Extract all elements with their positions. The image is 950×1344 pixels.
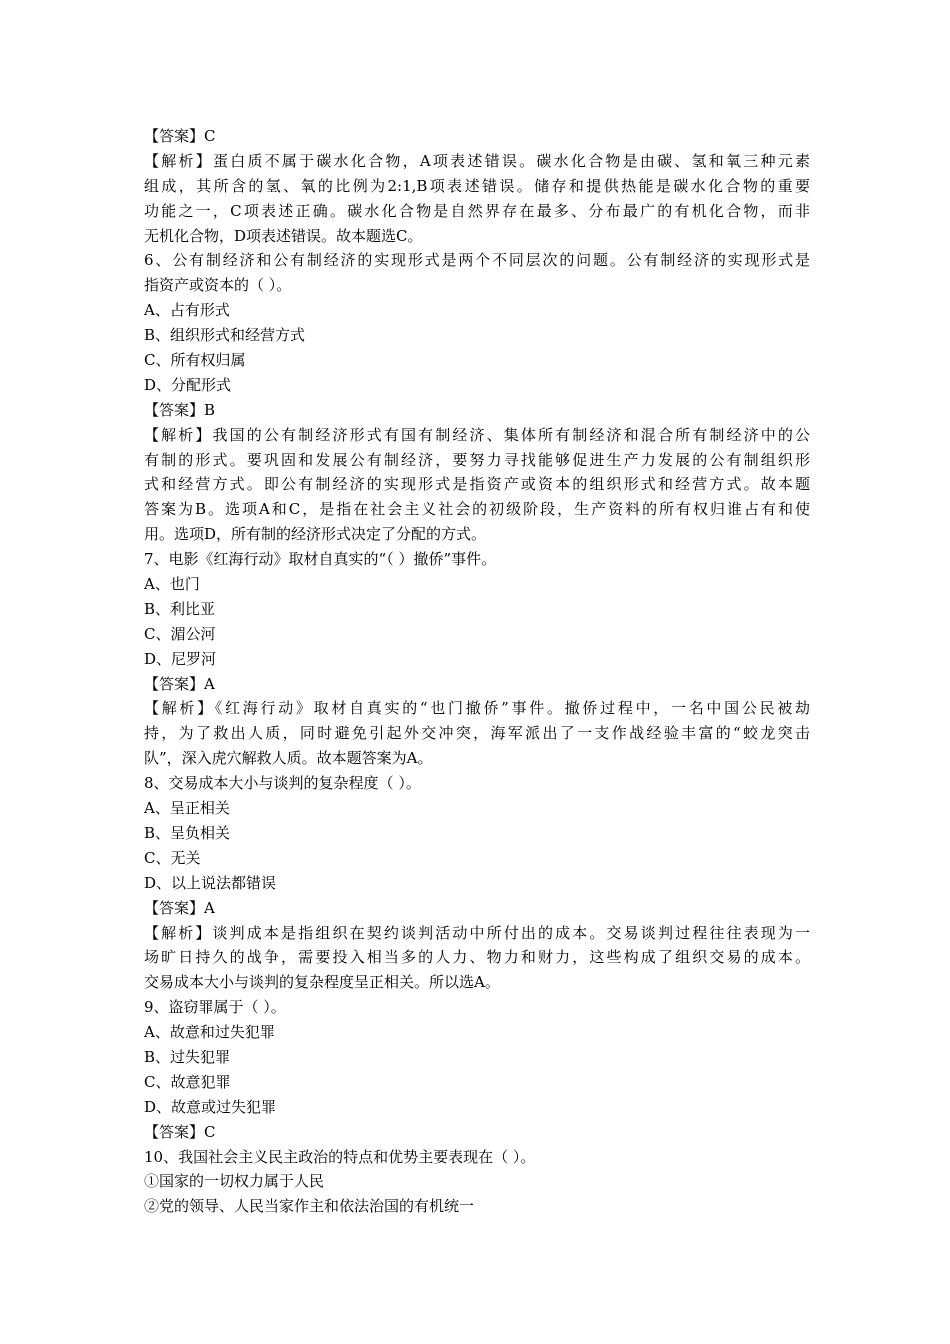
text-line: B、呈负相关: [144, 823, 231, 842]
text-line: 队”，深入虎穴解救人质。故本题答案为A。: [144, 749, 433, 768]
text-line: 用。选项D，所有制的经济形式决定了分配的方式。: [144, 525, 487, 544]
text-line: D、分配形式: [144, 375, 232, 394]
text-line: 交易成本大小与谈判的复杂程度呈正相关。所以选A。: [144, 973, 500, 992]
text-line: A、占有形式: [144, 301, 230, 320]
text-line: 【答案】A: [144, 674, 215, 693]
text-line: A、故意和过失犯罪: [144, 1023, 275, 1042]
text-line: 无机化合物，D项表述错误。故本题选C。: [144, 226, 423, 245]
text-line: B、过失犯罪: [144, 1047, 231, 1066]
document-page: [144, 124, 810, 1219]
text-line: 【答案】A: [144, 898, 215, 917]
text-line: ①国家的一切权力属于人民: [144, 1172, 325, 1191]
text-line: D、以上说法都错误: [144, 873, 277, 892]
text-line: A、也门: [144, 575, 200, 594]
text-line: 【解析】《红海行动》取材自真实的“也门撤侨”事件。撤侨过程中，一名中国公民被劫: [144, 699, 810, 718]
text-line: 7、电影《红海行动》取材自真实的“（ ）撤侨”事件。: [144, 550, 497, 569]
text-line: C、故意犯罪: [144, 1072, 231, 1091]
text-line: 【解析】我国的公有制经济形式有国有制经济、集体所有制经济和混合所有制经济中的公: [144, 425, 810, 444]
text-line: 功能之一，C项表述正确。碳水化合物是自然界存在最多、分布最广的有机化合物，而非: [144, 201, 810, 220]
text-line: 【解析】谈判成本是指组织在契约谈判活动中所付出的成本。交易谈判过程往往表现为一: [144, 923, 810, 942]
text-line: D、尼罗河: [144, 649, 217, 668]
text-line: 场旷日持久的战争，需要投入相当多的人力、物力和财力，这些构成了组织交易的成本。: [144, 948, 810, 967]
text-line: C、所有权归属: [144, 351, 246, 370]
text-line: A、呈正相关: [144, 799, 230, 818]
text-line: 组成，其所含的氢、氧的比例为2:1,B项表述错误。储存和提供热能是碳水化合物的重要: [144, 176, 810, 195]
text-line: 10、我国社会主义民主政治的特点和优势主要表现在（ ）。: [144, 1147, 536, 1166]
text-line: 8、交易成本大小与谈判的复杂程度（ ）。: [144, 774, 421, 793]
text-line: C、无关: [144, 848, 201, 867]
text-line: D、故意或过失犯罪: [144, 1097, 277, 1116]
text-line: 9、盗窃罪属于（ ）。: [144, 998, 286, 1017]
text-line: C、湄公河: [144, 624, 216, 643]
text-line: 答案为B。选项A和C，是指在社会主义社会的初级阶段，生产资料的所有权归谁占有和使: [144, 500, 810, 519]
text-line: 指资产或资本的（ ）。: [144, 276, 292, 295]
text-line: ②党的领导、人民当家作主和依法治国的有机统一: [144, 1197, 475, 1216]
text-line: 式和经营方式。即公有制经济的实现形式是指资产或资本的组织形式和经营方式。故本题: [144, 475, 810, 494]
text-line: 【答案】C: [144, 127, 216, 145]
text-line: 【答案】B: [144, 400, 216, 419]
text-line: 有制的形式。要巩固和发展公有制经济，要努力寻找能够促进生产力发展的公有制组织形: [144, 450, 810, 469]
text-line: 持，为了救出人质，同时避免引起外交冲突，海军派出了一支作战经验丰富的“蛟龙突击: [144, 724, 810, 743]
text-line: B、组织形式和经营方式: [144, 326, 306, 345]
text-line: 6、公有制经济和公有制经济的实现形式是两个不同层次的问题。公有制经济的实现形式是: [144, 251, 810, 270]
text-line: 【答案】C: [144, 1122, 216, 1141]
text-line: B、利比亚: [144, 599, 216, 618]
text-line: 【解析】蛋白质不属于碳水化合物，A项表述错误。碳水化合物是由碳、氢和氧三种元素: [144, 151, 810, 170]
